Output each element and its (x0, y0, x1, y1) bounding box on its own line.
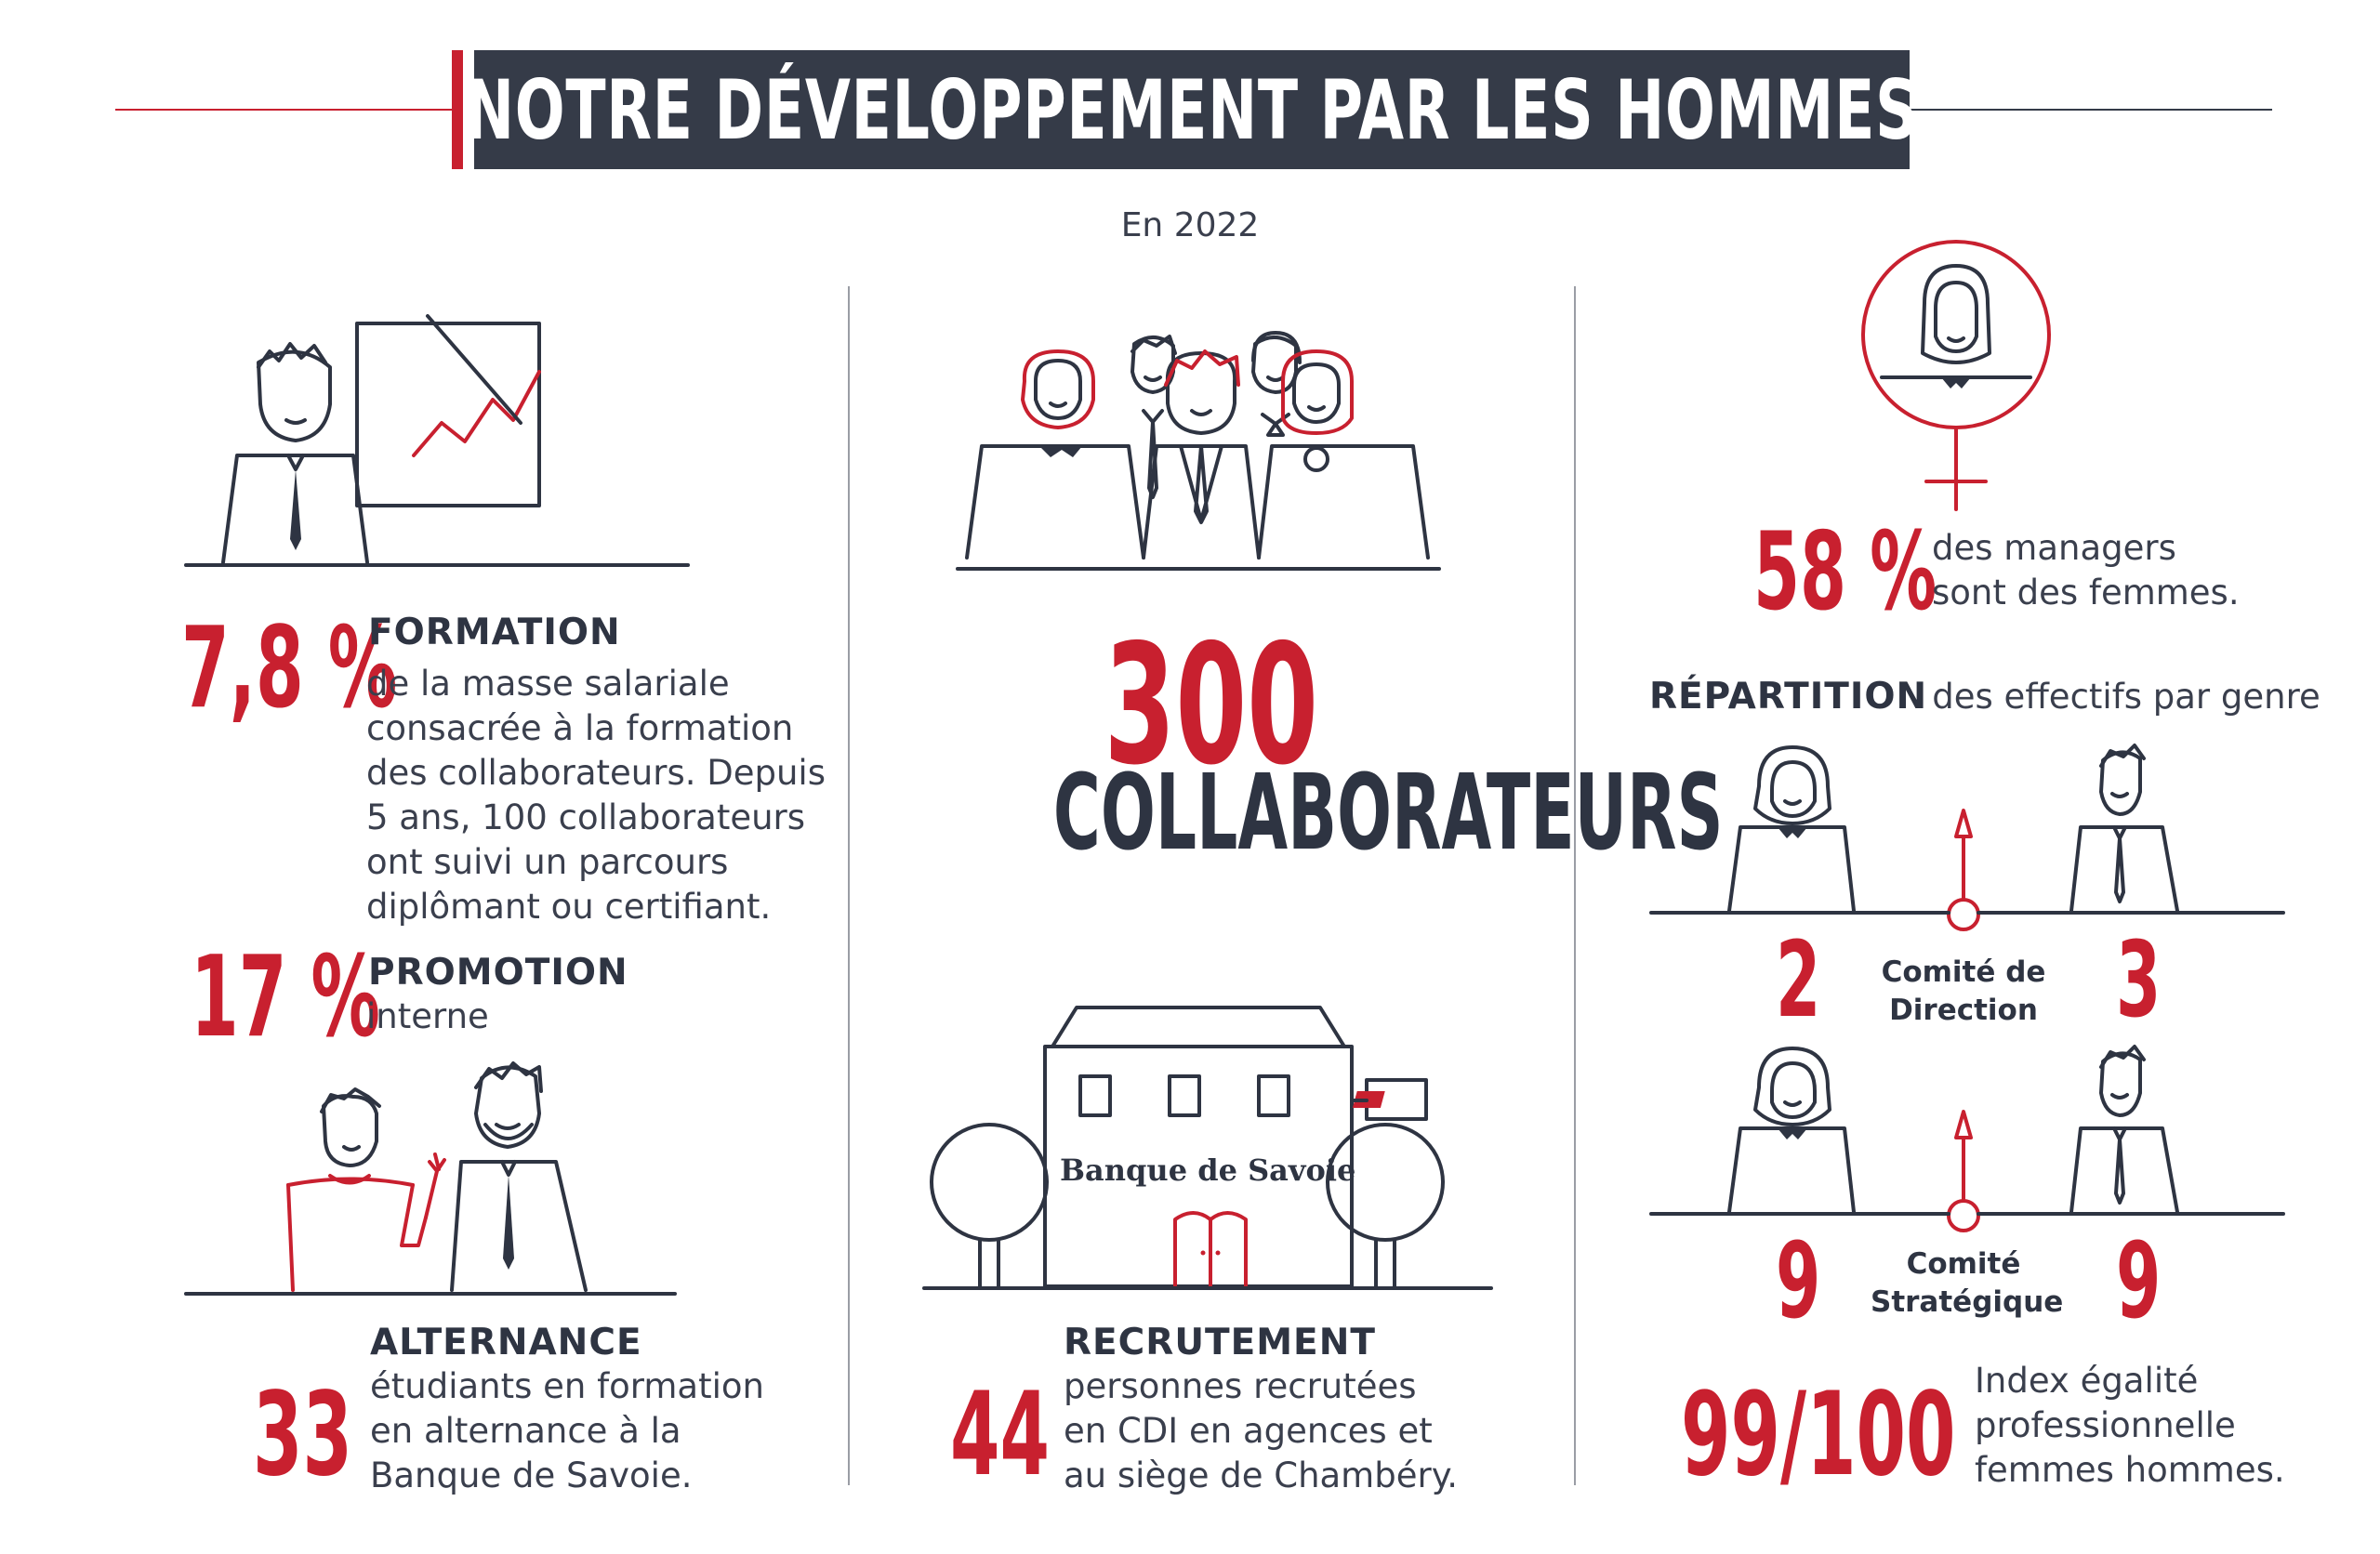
presenter-icon (186, 316, 707, 567)
recrutement-value: 44 (950, 1368, 1050, 1502)
team-icon (958, 325, 1450, 573)
column-divider-right (1574, 286, 1576, 1485)
repartition-text: des effectifs par genre (1932, 677, 2320, 717)
female-symbol-icon (1856, 238, 2060, 517)
recrutement-text: personnes recrutées en CDI en agences et au siège de Chambéry. (1064, 1366, 1459, 1495)
formation-text: de la masse salariale consacrée à la formation des collaborateurs. Depuis 5 ans, 100 collaborateurs ont suivi un parcours diplômant ou certifiant. (366, 664, 826, 927)
repartition-label: RÉPARTITION (1649, 676, 1928, 718)
committee-direction-women: 2 (1776, 920, 1821, 1041)
alternance-value: 33 (253, 1368, 352, 1502)
committee-strategique-name: Comité Stratégique (1871, 1247, 2064, 1319)
bank-building-icon (924, 1000, 1501, 1294)
bank-name: Banque de Savoie (1060, 1152, 1356, 1188)
managers-text: des managers sont des femmes. (1932, 528, 2240, 612)
promotion-text: interne (366, 996, 489, 1036)
recrutement-label: RECRUTEMENT (1064, 1322, 1376, 1363)
committee-strategique-figures (1651, 1035, 2302, 1240)
index-text: Index égalité professionnelle femmes hommes. (1975, 1361, 2285, 1490)
header-line-right (1910, 109, 2272, 111)
collaborateurs-value: 300 (1104, 609, 1318, 801)
collaborateurs-label: COLLABORATEURS (1052, 753, 1724, 874)
promotion-label: PROMOTION (368, 952, 628, 994)
committee-direction-figures (1651, 734, 2302, 939)
column-divider-left (848, 286, 850, 1485)
committee-direction-name: Comité de Direction (1881, 955, 2046, 1027)
committee-strategique-men: 9 (2116, 1221, 2162, 1342)
mentor-icon (186, 1050, 688, 1310)
index-value: 99/100 (1681, 1368, 1956, 1502)
repartition-heading (1649, 675, 2320, 719)
formation-value: 7,8 % (181, 604, 398, 733)
managers-value: 58 % (1753, 509, 1937, 635)
committee-direction-men: 3 (2116, 920, 2162, 1041)
page-title: NOTRE DÉVELOPPEMENT PAR LES HOMMES (465, 61, 1919, 158)
page-subtitle: En 2022 (1120, 206, 1260, 244)
alternance-text: étudiants en formation en alternance à la Banque de Savoie. (370, 1366, 764, 1495)
header-line-left (115, 109, 459, 111)
promotion-value: 17 % (191, 933, 380, 1062)
committee-strategique-women: 9 (1776, 1221, 1821, 1342)
formation-label: FORMATION (368, 612, 621, 653)
header-accent-bar (452, 50, 463, 169)
alternance-label: ALTERNANCE (370, 1322, 642, 1363)
